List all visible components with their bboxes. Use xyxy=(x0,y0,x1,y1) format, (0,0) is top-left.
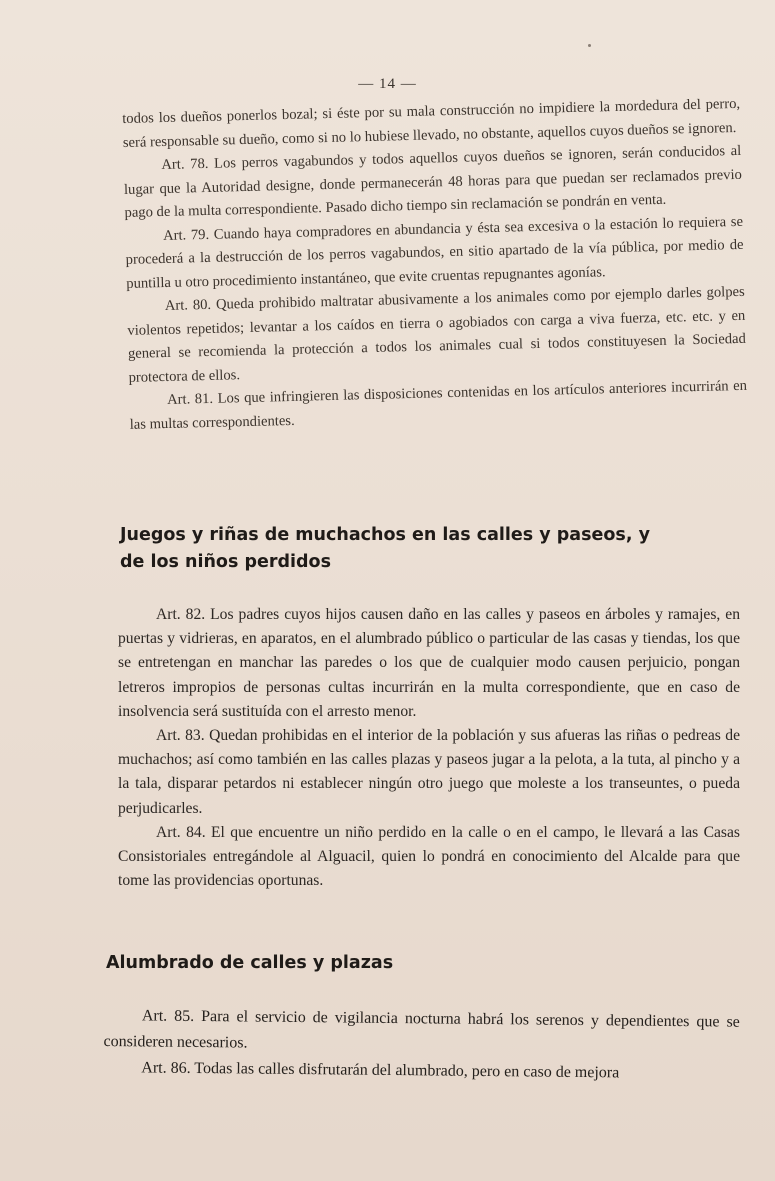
paragraph-art-81: Art. 81. Los que infringieren las disposiciones contenidas en los artículos anteriores incurrirán en las multas correspondientes. xyxy=(129,377,748,433)
paragraph-art-78: Art. 78. Los perros vagabundos y todos aquellos cuyos dueños se ignoren, serán conducidos al lugar que la Autoridad designe, donde permanecerán 48 horas para que puedan ser reclamados previo pago de la multa correspondiente. Pasado dicho tiempo sin reclamación se pondrán en venta. xyxy=(123,142,743,221)
paragraph-art-83: Art. 83. Quedan prohibidas en el interior de la población y sus afueras las riñas o pedreas de muchachos; así como también en las calles plazas y paseos jugar a la pelota, a la tuta, al pincho y a la tala, disparar petardos ni establecer ningún otro juego que moleste a los transeuntes, o pueda perjudicarles. xyxy=(118,727,740,817)
page-number: — 14 — xyxy=(358,76,417,92)
paragraph-art-84: Art. 84. El que encuentre un niño perdido en la calle o en el campo, le llevará a las Casas Consistoriales entregándole al Alguacil, quien lo pondrá en conocimiento del Alcalde para que tome las providencias oportunas. xyxy=(118,823,740,890)
section-games-and-lost-children xyxy=(118,603,740,893)
paragraph-art-79: Art. 79. Cuando haya compradores en abundancia y ésta sea excesiva o la estación lo requiera se procederá a la destrucción de los perros vagabundos, en sitio apartado de la vía pública, por medio de puntilla u otro procedimiento instantáneo, que evite cruentas repugnantes agonías. xyxy=(125,213,744,292)
section-dogs-and-animals xyxy=(122,93,748,437)
section-heading-lighting: Alumbrado de calles y plazas xyxy=(106,953,394,973)
section-heading-games: Juegos y riñas de muchachos en las calles y paseos, y de los niños perdidos xyxy=(120,525,650,572)
paragraph-art-80: Art. 80. Queda prohibido maltratar abusivamente a los animales como por ejemplo darles golpes violentos repetidos; levantar a los caídos en tierra o agobiados con carga a viva fuerza, etc. etc. y en general se recomienda la protección a todos los animales cual si todos constituyesen la Sociedad protectora de ellos. xyxy=(127,283,747,386)
paragraph-art-82: Art. 82. Los padres cuyos hijos causen daño en las calles y paseos en árboles y ramajes, en puertas y vidrieras, en aparatos, en el alumbrado público o particular de las casas y tiendas, los que se entretengan en manchar las paredes o los que de cualquier modo causen perjuicio, pongan letreros impropios de personas cultas incurrirán en la multa correspondiente, que en caso de insolvencia será sustituída con el arresto menor. xyxy=(118,606,740,720)
section-street-lighting xyxy=(103,1003,740,1088)
paper-speck xyxy=(588,44,591,47)
paragraph-art-86: Art. 86. Todas las calles disfrutarán del alumbrado, pero en caso de mejora xyxy=(141,1059,620,1082)
paragraph-art-85: Art. 85. Para el servicio de vigilancia nocturna habrá los serenos y dependientes que se consideren necesarios. xyxy=(103,1007,740,1052)
paragraph-continuation: todos los dueños ponerlos bozal; si éste por su mala construcción no impidiere la mordedura del perro, será responsable su dueño, como si no lo hubiese llevado, no obstante, aquellos cuyos dueños se ignoren. xyxy=(122,95,741,151)
